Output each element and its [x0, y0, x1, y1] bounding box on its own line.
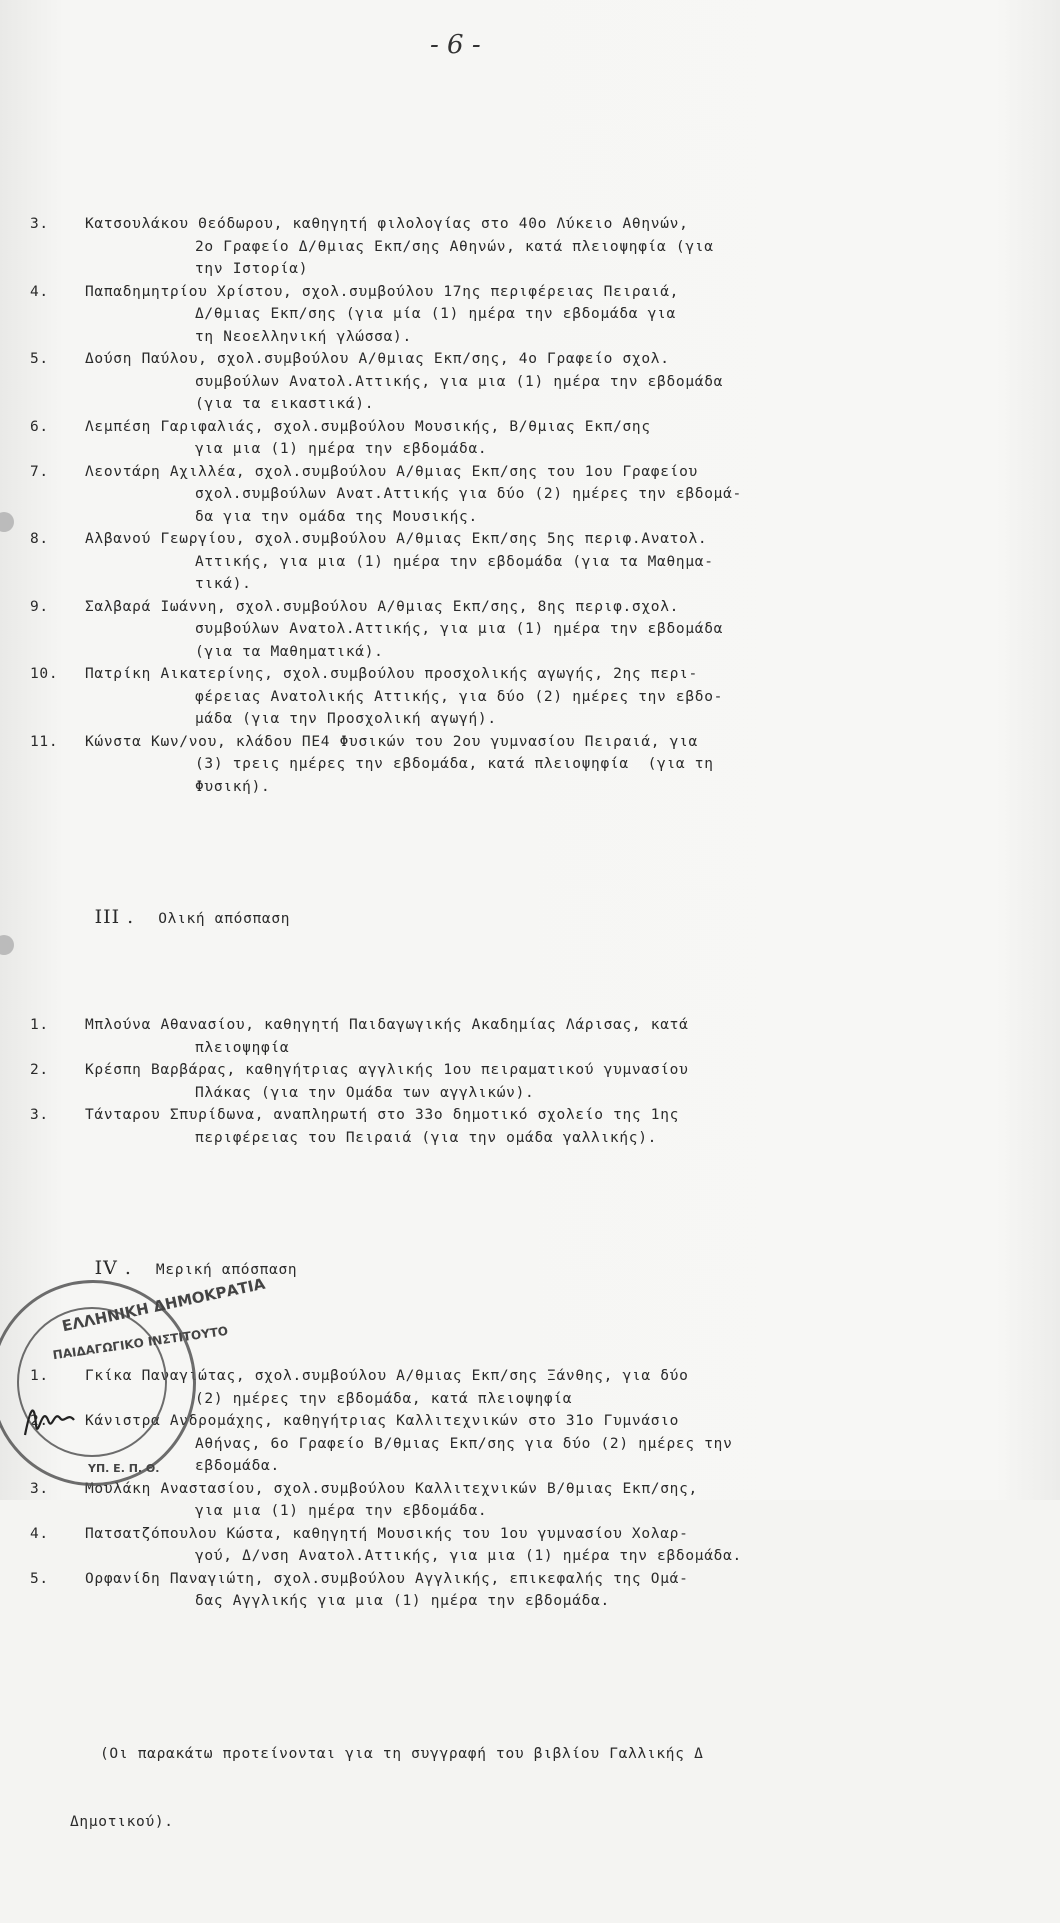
- item-text-line: Λεοντάρη Αχιλλέα, σχολ.συμβούλου Α/θμιας Εκπ/σης του 1ου Γραφείου: [85, 463, 698, 480]
- item-number: 1.: [30, 1017, 49, 1033]
- item-text-line: Κρέσπη Βαρβάρας, καθηγήτριας αγγλικής 1ου πειραματικού γυμνασίου: [85, 1062, 689, 1078]
- list-item: [30, 596, 990, 664]
- list-item: [30, 731, 990, 799]
- item-text-line: Ορφανίδη Παναγιώτη, σχολ.συμβούλου Αγγλικής, επικεφαλής της Ομά-: [85, 1570, 689, 1587]
- section-number: IV .: [94, 1257, 132, 1279]
- item-text-line: για μια (1) ημέρα την εβδομάδα.: [195, 441, 488, 457]
- item-text-line: Αλβανού Γεωργίου, σχολ.συμβούλου Α/θμιας Εκπ/σης 5ης περιφ.Ανατολ.: [85, 531, 708, 547]
- note-line: (Οι παρακάτω προτείνονται για τη συγγραφή του βιβλίου Γαλλικής Δ: [100, 1746, 704, 1762]
- item-text-line: συμβούλων Ανατολ.Αττικής, για μια (1) ημέρα την εβδομάδα: [195, 373, 724, 390]
- list-item: [30, 1478, 990, 1523]
- item-text-line: Τάνταρου Σπυρίδωνα, αναπληρωτή στο 33ο δημοτικό σχολείο της 1ης: [85, 1107, 680, 1123]
- list-item: [30, 663, 990, 731]
- stamp-text: ΥΠ. Ε. Π. Θ.: [88, 1462, 160, 1475]
- list-item: [30, 416, 990, 461]
- section-heading-iii: [30, 884, 990, 954]
- item-text-line: Φυσική).: [195, 778, 271, 795]
- item-number: 7.: [30, 463, 49, 480]
- item-number: 2.: [30, 1062, 49, 1078]
- item-text-line: (2) ημέρες την εβδομάδα, κατά πλειοψηφία: [195, 1390, 573, 1407]
- punch-hole: [0, 512, 14, 532]
- item-number: 10.: [30, 666, 59, 682]
- item-text-line: Αττικής, για μια (1) ημέρα την εβδομάδα (για τα Μαθημα-: [195, 553, 714, 570]
- section-title: Μερική απόσπαση: [155, 1262, 298, 1278]
- item-text-line: την Ιστορία): [195, 261, 309, 277]
- item-text-line: (3) τρεις ημέρες την εβδομάδα, κατά πλειοψηφία (για τη: [195, 756, 714, 772]
- signature: [20, 1390, 90, 1450]
- item-text-line: φέρειας Ανατολικής Αττικής, για δύο (2) ημέρες την εβδο-: [195, 688, 724, 705]
- item-text-line: Πατρίκη Αικατερίνης, σχολ.συμβούλου προσχολικής αγωγής, 2ης περι-: [85, 666, 698, 682]
- item-text-line: (για τα εικαστικά).: [195, 396, 375, 412]
- item-text-line: συμβούλων Ανατολ.Αττικής, για μια (1) ημέρα την εβδομάδα: [195, 621, 724, 637]
- item-text-line: Κατσουλάκου Θεόδωρου, καθηγητή φιλολογίας στο 40ο Λύκειο Αθηνών,: [85, 216, 689, 232]
- stamp-text: ΕΛΛΗΝΙΚΗ ΔΗΜΟΚΡΑΤΙΑ: [60, 1274, 267, 1336]
- item-text-line: δα για την ομάδα της Μουσικής.: [195, 508, 478, 525]
- page-number: - 6 -: [430, 30, 481, 60]
- item-text-line: Κώνστα Κων/νου, κλάδου ΠΕ4 Φυσικών του 2ου γυμνασίου Πειραιά, για: [85, 733, 698, 750]
- stamp-text: ΠΑΙΔΑΓΩΓΙΚΟ ΙΝΣΤΙΤΟΥΤΟ: [51, 1323, 229, 1363]
- item-number: 5.: [30, 1570, 49, 1587]
- item-text-line: μάδα (για την Προσχολική αγωγή).: [195, 711, 497, 727]
- item-text-line: Λεμπέση Γαριφαλιάς, σχολ.συμβούλου Μουσικής, Β/θμιας Εκπ/σης: [85, 418, 651, 435]
- item-number: 11.: [30, 733, 59, 750]
- section-title: Ολική απόσπαση: [158, 911, 291, 927]
- item-number: 3.: [30, 1107, 49, 1123]
- list-item: [30, 213, 990, 281]
- item-number: 4.: [30, 1525, 49, 1542]
- item-text-line: Κάνιστρα Ανδρομάχης, καθηγήτριας Καλλιτεχνικών στο 31ο Γυμνάσιο: [85, 1413, 680, 1429]
- punch-hole: [0, 935, 14, 955]
- item-text-line: πλειοψηφία: [195, 1039, 290, 1056]
- item-text-line: εβδομάδα.: [195, 1458, 280, 1474]
- item-number: 3.: [30, 1480, 49, 1497]
- item-text-line: για μια (1) ημέρα την εβδομάδα.: [195, 1503, 488, 1519]
- list-item: [30, 1104, 990, 1149]
- list-item: [30, 528, 990, 596]
- item-text-line: 2ο Γραφείο Δ/θμιας Εκπ/σης Αθηνών, κατά πλειοψηφία (για: [195, 238, 714, 255]
- item-number: 5.: [30, 351, 49, 367]
- item-text-line: Παπαδημητρίου Χρίστου, σχολ.συμβούλου 17ης περιφέρειας Πειραιά,: [85, 283, 680, 300]
- item-text-line: Δούση Παύλου, σχολ.συμβούλου Α/θμιας Εκπ/σης, 4ο Γραφείο σχολ.: [85, 351, 670, 367]
- item-text-line: Δ/θμιας Εκπ/σης (για μία (1) ημέρα την εβδομάδα για: [195, 306, 676, 322]
- item-text-line: Αθήνας, 6ο Γραφείο Β/θμιας Εκπ/σης για δύο (2) ημέρες την: [195, 1435, 733, 1452]
- item-text-line: περιφέρειας του Πειραιά (για την ομάδα γαλλικής).: [195, 1129, 658, 1146]
- list-item: [30, 1568, 990, 1613]
- note-line: Δημοτικού).: [70, 1813, 174, 1830]
- closing-note: [30, 1698, 990, 1878]
- document-body: [30, 168, 990, 1923]
- item-number: 9.: [30, 598, 49, 615]
- item-text-line: σχολ.συμβούλων Ανατ.Αττικής για δύο (2) ημέρες την εβδομά-: [195, 486, 742, 502]
- item-text-line: δας Αγγλικής για μια (1) ημέρα την εβδομάδα.: [195, 1593, 610, 1609]
- section-number: III .: [94, 906, 135, 928]
- item-text-line: (για τα Μαθηματικά).: [195, 643, 384, 660]
- item-text-line: Μουλάκη Αναστασίου, σχολ.συμβούλου Καλλιτεχνικών Β/θμιας Εκπ/σης,: [85, 1480, 698, 1497]
- item-text-line: γού, Δ/νση Ανατολ.Αττικής, για μια (1) ημέρα την εβδομάδα.: [195, 1548, 742, 1564]
- item-number: 1.: [30, 1368, 49, 1384]
- list-section-iii: [30, 1014, 990, 1149]
- item-text-line: Γκίκα Παναγιώτας, σχολ.συμβούλου Α/θμιας Εκπ/σης Ξάνθης, για δύο: [85, 1368, 689, 1384]
- list-item: [30, 461, 990, 529]
- list-item: [30, 1059, 990, 1104]
- item-number: 3.: [30, 216, 49, 232]
- item-number: 4.: [30, 283, 49, 300]
- item-text-line: Μπλούνα Αθανασίου, καθηγητή Παιδαγωγικής Ακαδημίας Λάρισας, κατά: [85, 1017, 689, 1033]
- list-item: [30, 1523, 990, 1568]
- list-item: [30, 281, 990, 349]
- item-text-line: τικά).: [195, 576, 252, 592]
- list-section-ii: [30, 213, 990, 798]
- item-number: 2.: [30, 1413, 49, 1429]
- item-text-line: Πλάκας (για την Ομάδα των αγγλικών).: [195, 1084, 535, 1101]
- list-item: [30, 348, 990, 416]
- item-text-line: Πατσατζόπουλου Κώστα, καθηγητή Μουσικής του 1ου γυμνασίου Χολαρ-: [85, 1525, 689, 1542]
- item-number: 8.: [30, 531, 49, 547]
- item-number: 6.: [30, 418, 49, 435]
- list-item: [30, 1014, 990, 1059]
- item-text-line: τη Νεοελληνική γλώσσα).: [195, 328, 412, 345]
- item-text-line: Σαλβαρά Ιωάννη, σχολ.συμβούλου Α/θμιας Εκπ/σης, 8ης περιφ.σχολ.: [85, 598, 680, 615]
